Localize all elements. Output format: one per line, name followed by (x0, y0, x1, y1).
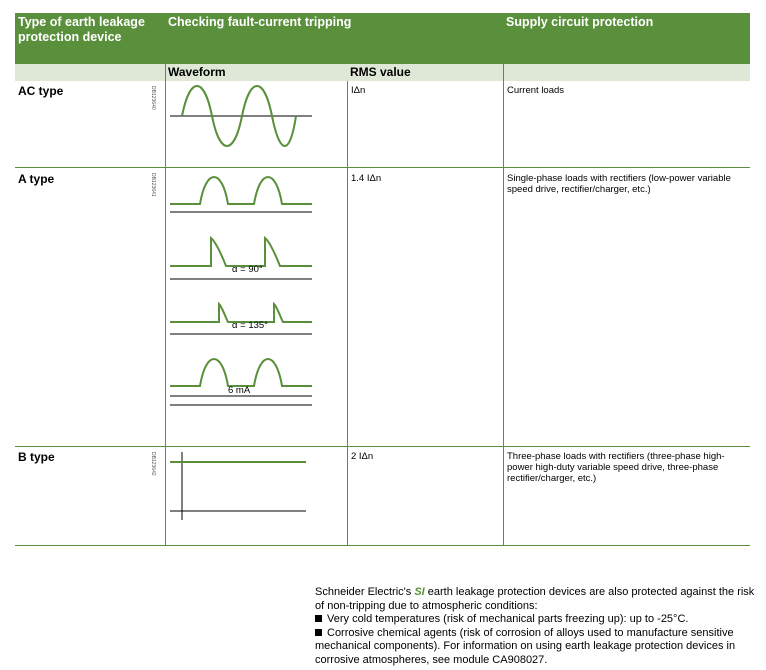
note-bullet-cold: Very cold temperatures (risk of mechanical parts freezing up): up to -25°C. (315, 613, 755, 627)
protection-a: Single-phase loads with rectifiers (low-power variable speed drive, rectifier/charger, etc.) (507, 173, 731, 195)
rms-b: 2 IΔn (351, 451, 374, 462)
table-bottom-line (15, 545, 750, 546)
row-divider-2 (15, 446, 750, 447)
protection-ac: Current loads (507, 85, 565, 96)
header-supply-protection: Supply circuit protection (503, 13, 750, 64)
row-divider-1 (15, 167, 750, 168)
rms-a: 1.4 IΔn (351, 173, 382, 184)
waveform-a-half-wave (168, 170, 314, 218)
waveform-b-dc (168, 450, 314, 522)
row-label-a: A type (18, 172, 55, 186)
label-6ma: 6 mA (228, 385, 251, 396)
waveform-ac-sine (168, 84, 314, 148)
atmospheric-note (315, 586, 755, 667)
subheader-waveform: Waveform (165, 64, 347, 81)
rms-ac: IΔn (351, 85, 366, 96)
label-alpha-135: α = 135° (232, 320, 268, 331)
note-bullet-corrosive: Corrosive chemical agents (risk of corrosion of alloys used to manufacture sensitive mechanical components). For information on using earth leakage protection devices in corrosive atmospheres, see module CA908027. (315, 626, 736, 666)
subheader-empty-2 (503, 64, 750, 81)
note-intro: Schneider Electric's SI earth leakage protection devices are also protected against the risk of non-tripping due to atmospheric conditions: (315, 586, 755, 612)
bullet-square-icon (315, 629, 322, 636)
bullet-square-icon (315, 615, 322, 622)
subheader-empty (15, 64, 165, 81)
brand-si: SI (414, 586, 425, 598)
header-fault-current-tripping: Checking fault-current tripping (165, 13, 503, 64)
row-label-ac: AC type (18, 84, 64, 98)
label-alpha-90: α = 90° (232, 264, 263, 275)
waveform-a-phase-135 (168, 298, 314, 338)
waveform-a-6ma (168, 350, 314, 408)
protection-b: Three-phase loads with rectifiers (three-phase high-power high-duty variable speed drive, three-phase rectifier/charger, etc.) (507, 451, 725, 484)
row-label-b: B type (18, 450, 55, 464)
header-device-type: Type of earth leakage protection device (15, 13, 165, 64)
figure-code-ac: DB123640 (150, 86, 156, 110)
column-divider-2 (347, 81, 348, 546)
subheader-rms: RMS value (347, 64, 503, 81)
figure-code-b: DB123642 (150, 452, 156, 476)
column-divider-1 (165, 64, 166, 546)
figure-code-a: DB123641 (150, 173, 156, 197)
column-divider-3 (503, 64, 504, 546)
